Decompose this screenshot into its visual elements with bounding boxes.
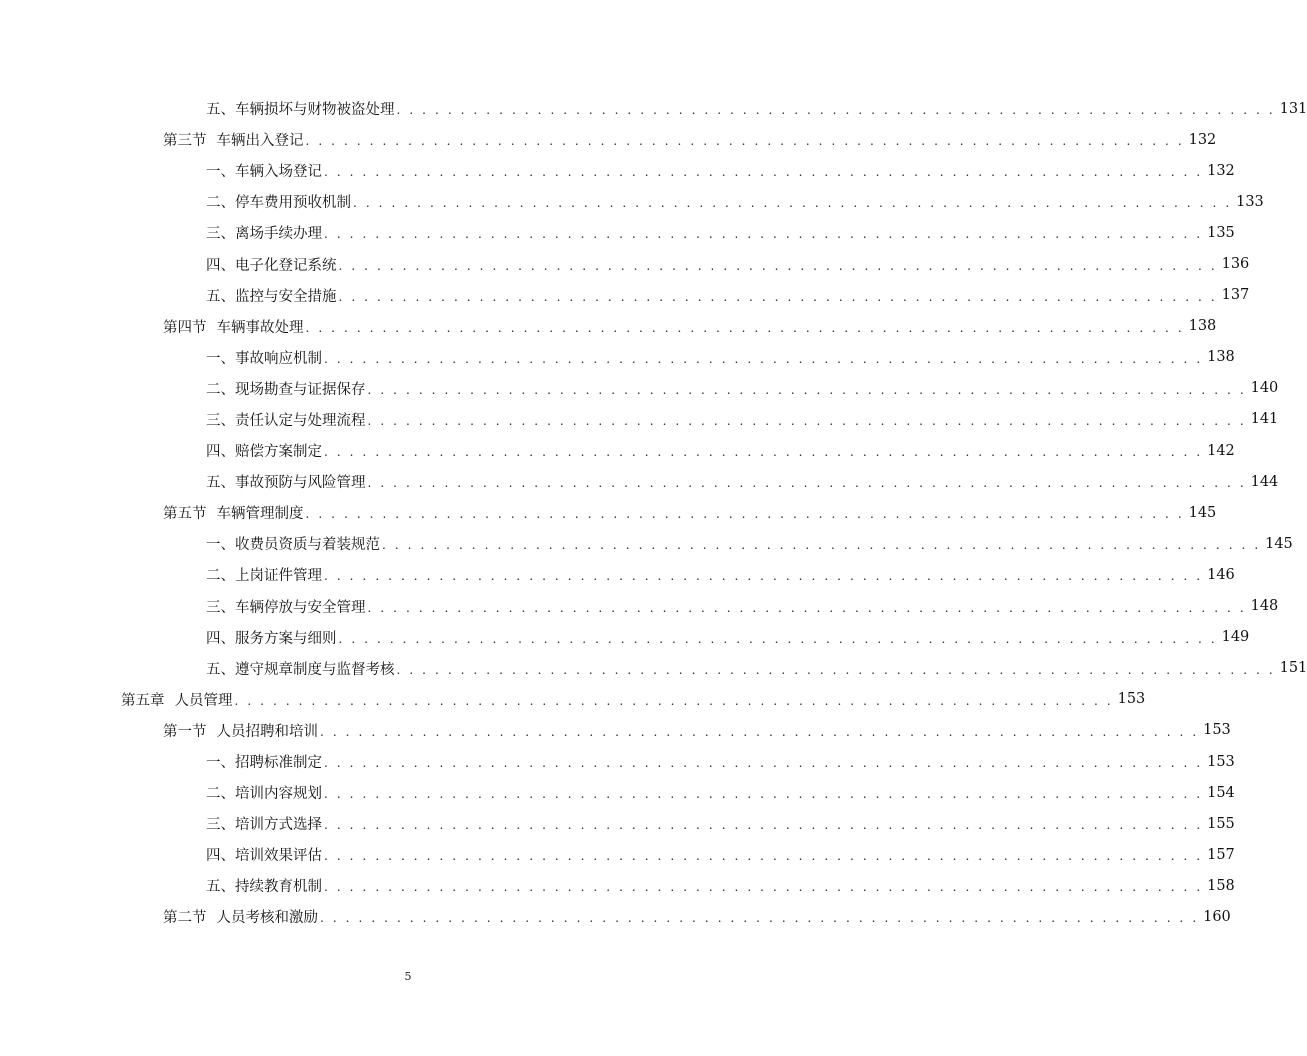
toc-entry-page: 146 — [1207, 566, 1235, 583]
table-of-contents — [0, 93, 1307, 933]
toc-entry-page: 145 — [1265, 535, 1293, 552]
toc-entry[interactable] — [163, 497, 1217, 528]
toc-entry-prefix: 五、 — [206, 879, 235, 896]
toc-entry-text: 遵守规章制度与监督考核 — [235, 661, 395, 678]
toc-entry-title — [206, 596, 368, 617]
toc-entry-page: 131 — [1279, 100, 1307, 117]
toc-entry-page: 137 — [1221, 287, 1250, 304]
toc-entry-prefix: 三、 — [206, 599, 235, 616]
toc-entry-page: 138 — [1207, 349, 1235, 366]
toc-entry-title — [206, 285, 339, 306]
toc-dot-leader: . . . . . . . . . . . . . . . . . . . . . . . . . . . . . . . . . . . . . . . . . . . . . . . . . . . . . . . . . . . . . . . . . . . . . — [382, 538, 1261, 553]
toc-entry[interactable] — [163, 901, 1231, 932]
toc-entry[interactable] — [206, 839, 1235, 870]
toc-entry-title — [206, 751, 324, 772]
toc-dot-leader: . . . . . . . . . . . . . . . . . . . . . . . . . . . . . . . . . . . . . . . . . . . . . . . . . . . . . . . . . . . . . . . . . . . . . — [338, 258, 1218, 273]
toc-dot-leader: . . . . . . . . . . . . . . . . . . . . . . . . . . . . . . . . . . . . . . . . . . . . . . . . . . . . . . . . . . . . . . . . . . . . . — [324, 787, 1203, 802]
toc-entry-prefix: 二、 — [206, 195, 235, 212]
toc-entry-text: 服务方案与细则 — [235, 630, 337, 647]
toc-entry-title — [206, 564, 324, 585]
toc-dot-leader: . . . . . . . . . . . . . . . . . . . . . . . . . . . . . . . . . . . . . . . . . . . . . . . . . . . . . . . . . . . . . . . . . . . . . — [305, 507, 1185, 522]
toc-dot-leader: . . . . . . . . . . . . . . . . . . . . . . . . . . . . . . . . . . . . . . . . . . . . . . . . . . . . . . . . . . . . . . . . . . . . . — [324, 880, 1203, 895]
toc-entry-page: 136 — [1221, 256, 1250, 273]
toc-entry[interactable] — [206, 622, 1250, 653]
toc-entry[interactable] — [206, 217, 1235, 248]
toc-entry-text: 电子化登记系统 — [235, 257, 337, 274]
toc-entry-prefix: 一、 — [206, 755, 235, 772]
toc-entry-text: 车辆停放与安全管理 — [235, 599, 366, 616]
toc-entry-page: 158 — [1207, 877, 1235, 894]
toc-entry-title — [206, 813, 324, 834]
toc-entry-text: 收费员资质与着装规范 — [235, 537, 380, 554]
toc-entry[interactable] — [206, 777, 1235, 808]
toc-entry-prefix: 四、 — [206, 257, 235, 274]
toc-entry-page: 154 — [1207, 784, 1235, 801]
toc-entry-title — [163, 906, 320, 927]
toc-entry-page: 157 — [1207, 846, 1235, 863]
toc-dot-leader: . . . . . . . . . . . . . . . . . . . . . . . . . . . . . . . . . . . . . . . . . . . . . . . . . . . . . . . . . . . . . . . . . . . . . — [324, 445, 1203, 460]
toc-entry-page: 142 — [1207, 442, 1235, 459]
toc-entry-page: 153 — [1203, 722, 1231, 739]
toc-entry-text: 招聘标准制定 — [235, 755, 322, 772]
toc-entry-title — [206, 471, 368, 492]
toc-entry-page: 155 — [1207, 815, 1235, 832]
toc-entry-page: 153 — [1207, 753, 1235, 770]
toc-entry-prefix: 五、 — [206, 288, 235, 305]
toc-entry-title — [206, 254, 339, 275]
toc-entry-title — [163, 720, 320, 741]
toc-entry-prefix: 第一节 — [163, 723, 207, 740]
toc-entry-prefix: 第五章 — [121, 692, 165, 709]
toc-entry[interactable] — [206, 466, 1279, 497]
toc-entry[interactable] — [206, 653, 1307, 684]
toc-entry[interactable] — [121, 684, 1146, 715]
toc-entry-text: 车辆管理制度 — [216, 506, 304, 523]
toc-entry-prefix: 三、 — [206, 817, 235, 834]
toc-entry-title — [163, 502, 306, 523]
toc-dot-leader: . . . . . . . . . . . . . . . . . . . . . . . . . . . . . . . . . . . . . . . . . . . . . . . . . . . . . . . . . . . . . . . . . . . . . — [305, 320, 1185, 335]
toc-entry-page: 149 — [1221, 629, 1250, 646]
toc-entry-title — [163, 129, 306, 150]
toc-entry-prefix: 五、 — [206, 661, 235, 678]
toc-entry-title — [206, 627, 339, 648]
toc-entry-prefix: 第四节 — [163, 319, 207, 336]
toc-entry-title — [206, 875, 324, 896]
toc-entry-text: 车辆出入登记 — [216, 133, 304, 150]
toc-entry-text: 培训内容规划 — [235, 786, 322, 803]
toc-dot-leader: . . . . . . . . . . . . . . . . . . . . . . . . . . . . . . . . . . . . . . . . . . . . . . . . . . . . . . . . . . . . . . . . . . . . . — [338, 631, 1218, 646]
toc-entry[interactable] — [163, 124, 1217, 155]
toc-entry-prefix: 第三节 — [163, 133, 207, 150]
toc-entry-text: 事故响应机制 — [235, 350, 322, 367]
toc-entry[interactable] — [206, 342, 1235, 373]
toc-entry-text: 离场手续办理 — [235, 226, 322, 243]
toc-entry[interactable] — [206, 155, 1235, 186]
toc-entry-page: 140 — [1250, 380, 1279, 397]
toc-entry-text: 事故预防与风险管理 — [235, 475, 366, 492]
toc-entry-page: 133 — [1236, 193, 1264, 210]
toc-entry[interactable] — [206, 746, 1235, 777]
toc-entry-page: 144 — [1250, 473, 1279, 490]
toc-entry[interactable] — [206, 870, 1235, 901]
toc-entry-prefix: 二、 — [206, 381, 235, 398]
toc-entry[interactable] — [163, 715, 1231, 746]
toc-dot-leader: . . . . . . . . . . . . . . . . . . . . . . . . . . . . . . . . . . . . . . . . . . . . . . . . . . . . . . . . . . . . . . . . . . . . . — [324, 351, 1203, 366]
toc-dot-leader: . . . . . . . . . . . . . . . . . . . . . . . . . . . . . . . . . . . . . . . . . . . . . . . . . . . . . . . . . . . . . . . . . . . . . — [324, 165, 1203, 180]
toc-entry-page: 145 — [1188, 504, 1217, 521]
toc-entry-title — [206, 160, 324, 181]
toc-entry-page: 132 — [1188, 131, 1217, 148]
toc-entry-text: 车辆事故处理 — [216, 319, 304, 336]
toc-entry-title — [206, 378, 368, 399]
toc-entry[interactable] — [206, 591, 1279, 622]
toc-entry-title — [206, 533, 382, 554]
toc-entry-page: 153 — [1117, 691, 1146, 708]
toc-entry-prefix: 第二节 — [163, 910, 207, 927]
toc-entry-text: 车辆损坏与财物被盗处理 — [235, 102, 395, 119]
toc-entry-title — [206, 658, 397, 679]
toc-entry-text: 责任认定与处理流程 — [235, 412, 366, 429]
toc-entry-text: 人员招聘和培训 — [216, 723, 318, 740]
toc-dot-leader: . . . . . . . . . . . . . . . . . . . . . . . . . . . . . . . . . . . . . . . . . . . . . . . . . . . . . . . . . . . . . . . . . . . . . — [367, 382, 1247, 397]
toc-entry[interactable] — [206, 435, 1235, 466]
page-number: 5 — [404, 970, 412, 983]
toc-entry-page: 141 — [1250, 411, 1279, 428]
toc-entry-text: 监控与安全措施 — [235, 288, 337, 305]
toc-entry[interactable] — [206, 528, 1293, 559]
toc-entry[interactable] — [206, 404, 1279, 435]
toc-dot-leader: . . . . . . . . . . . . . . . . . . . . . . . . . . . . . . . . . . . . . . . . . . . . . . . . . . . . . . . . . . . . . . . . . . . . . — [320, 724, 1199, 739]
toc-entry-title — [206, 191, 353, 212]
toc-entry-prefix: 五、 — [206, 102, 235, 119]
toc-entry-page: 135 — [1207, 224, 1235, 241]
toc-entry-title — [206, 782, 324, 803]
toc-entry-prefix: 三、 — [206, 226, 235, 243]
toc-entry[interactable] — [206, 808, 1235, 839]
toc-dot-leader: . . . . . . . . . . . . . . . . . . . . . . . . . . . . . . . . . . . . . . . . . . . . . . . . . . . . . . . . . . . . . . . . . . . . . — [396, 662, 1276, 677]
toc-entry-page: 148 — [1250, 598, 1279, 615]
toc-dot-leader: . . . . . . . . . . . . . . . . . . . . . . . . . . . . . . . . . . . . . . . . . . . . . . . . . . . . . . . . . . . . . . . . . . . . . — [324, 818, 1203, 833]
toc-entry-prefix: 五、 — [206, 475, 235, 492]
toc-entry-title — [206, 409, 368, 430]
toc-entry-text: 人员考核和激励 — [216, 910, 318, 927]
toc-entry-title — [121, 689, 235, 710]
toc-entry-title — [206, 844, 324, 865]
toc-dot-leader: . . . . . . . . . . . . . . . . . . . . . . . . . . . . . . . . . . . . . . . . . . . . . . . . . . . . . . . . . . . . . . . . . . . . . — [324, 569, 1203, 584]
toc-dot-leader: . . . . . . . . . . . . . . . . . . . . . . . . . . . . . . . . . . . . . . . . . . . . . . . . . . . . . . . . . . . . . . . . . . . . . — [367, 600, 1247, 615]
toc-dot-leader: . . . . . . . . . . . . . . . . . . . . . . . . . . . . . . . . . . . . . . . . . . . . . . . . . . . . . . . . . . . . . . . . . . . . . — [324, 849, 1203, 864]
toc-entry-text: 现场勘查与证据保存 — [235, 381, 366, 398]
toc-entry-text: 培训方式选择 — [235, 817, 322, 834]
toc-entry-text: 停车费用预收机制 — [235, 195, 351, 212]
toc-entry-text: 车辆入场登记 — [235, 164, 322, 181]
toc-entry-page: 151 — [1279, 660, 1307, 677]
toc-entry-title — [206, 222, 324, 243]
toc-entry-prefix: 一、 — [206, 537, 235, 554]
toc-dot-leader: . . . . . . . . . . . . . . . . . . . . . . . . . . . . . . . . . . . . . . . . . . . . . . . . . . . . . . . . . . . . . . . . . . . . . — [320, 911, 1199, 926]
toc-dot-leader: . . . . . . . . . . . . . . . . . . . . . . . . . . . . . . . . . . . . . . . . . . . . . . . . . . . . . . . . . . . . . . . . . . . . . — [324, 227, 1203, 242]
toc-dot-leader: . . . . . . . . . . . . . . . . . . . . . . . . . . . . . . . . . . . . . . . . . . . . . . . . . . . . . . . . . . . . . . . . . . . . . — [353, 196, 1232, 211]
toc-entry-page: 160 — [1203, 908, 1231, 925]
toc-entry[interactable] — [206, 93, 1307, 124]
toc-entry-text: 人员管理 — [174, 692, 233, 709]
toc-entry-prefix: 第五节 — [163, 506, 207, 523]
toc-entry-page: 138 — [1188, 318, 1217, 335]
toc-entry[interactable] — [206, 280, 1250, 311]
toc-entry[interactable] — [206, 248, 1250, 279]
toc-entry[interactable] — [206, 373, 1279, 404]
toc-entry[interactable] — [163, 311, 1217, 342]
toc-dot-leader: . . . . . . . . . . . . . . . . . . . . . . . . . . . . . . . . . . . . . . . . . . . . . . . . . . . . . . . . . . . . . . . . . . . . . — [338, 289, 1218, 304]
toc-dot-leader: . . . . . . . . . . . . . . . . . . . . . . . . . . . . . . . . . . . . . . . . . . . . . . . . . . . . . . . . . . . . . . . . . . . . . — [324, 756, 1203, 771]
toc-entry-prefix: 二、 — [206, 786, 235, 803]
toc-entry-title — [206, 347, 324, 368]
toc-entry-prefix: 四、 — [206, 630, 235, 647]
toc-entry-prefix: 二、 — [206, 568, 235, 585]
toc-entry[interactable] — [206, 559, 1235, 590]
toc-entry-text: 上岗证件管理 — [235, 568, 322, 585]
toc-entry-page: 132 — [1207, 162, 1235, 179]
toc-dot-leader: . . . . . . . . . . . . . . . . . . . . . . . . . . . . . . . . . . . . . . . . . . . . . . . . . . . . . . . . . . . . . . . . . . . . . — [305, 134, 1185, 149]
toc-entry-prefix: 三、 — [206, 412, 235, 429]
toc-entry-prefix: 四、 — [206, 848, 235, 865]
toc-entry[interactable] — [206, 186, 1264, 217]
toc-entry-title — [163, 316, 306, 337]
toc-entry-title — [206, 98, 397, 119]
toc-dot-leader: . . . . . . . . . . . . . . . . . . . . . . . . . . . . . . . . . . . . . . . . . . . . . . . . . . . . . . . . . . . . . . . . . . . . . — [367, 476, 1247, 491]
toc-entry-text: 赔偿方案制定 — [235, 444, 322, 461]
toc-dot-leader: . . . . . . . . . . . . . . . . . . . . . . . . . . . . . . . . . . . . . . . . . . . . . . . . . . . . . . . . . . . . . . . . . . . . . — [234, 693, 1114, 708]
toc-entry-prefix: 四、 — [206, 444, 235, 461]
toc-dot-leader: . . . . . . . . . . . . . . . . . . . . . . . . . . . . . . . . . . . . . . . . . . . . . . . . . . . . . . . . . . . . . . . . . . . . . — [396, 103, 1276, 118]
toc-dot-leader: . . . . . . . . . . . . . . . . . . . . . . . . . . . . . . . . . . . . . . . . . . . . . . . . . . . . . . . . . . . . . . . . . . . . . — [367, 413, 1247, 428]
toc-entry-text: 培训效果评估 — [235, 848, 322, 865]
toc-entry-prefix: 一、 — [206, 164, 235, 181]
toc-entry-prefix: 一、 — [206, 350, 235, 367]
toc-entry-text: 持续教育机制 — [235, 879, 322, 896]
toc-entry-title — [206, 440, 324, 461]
